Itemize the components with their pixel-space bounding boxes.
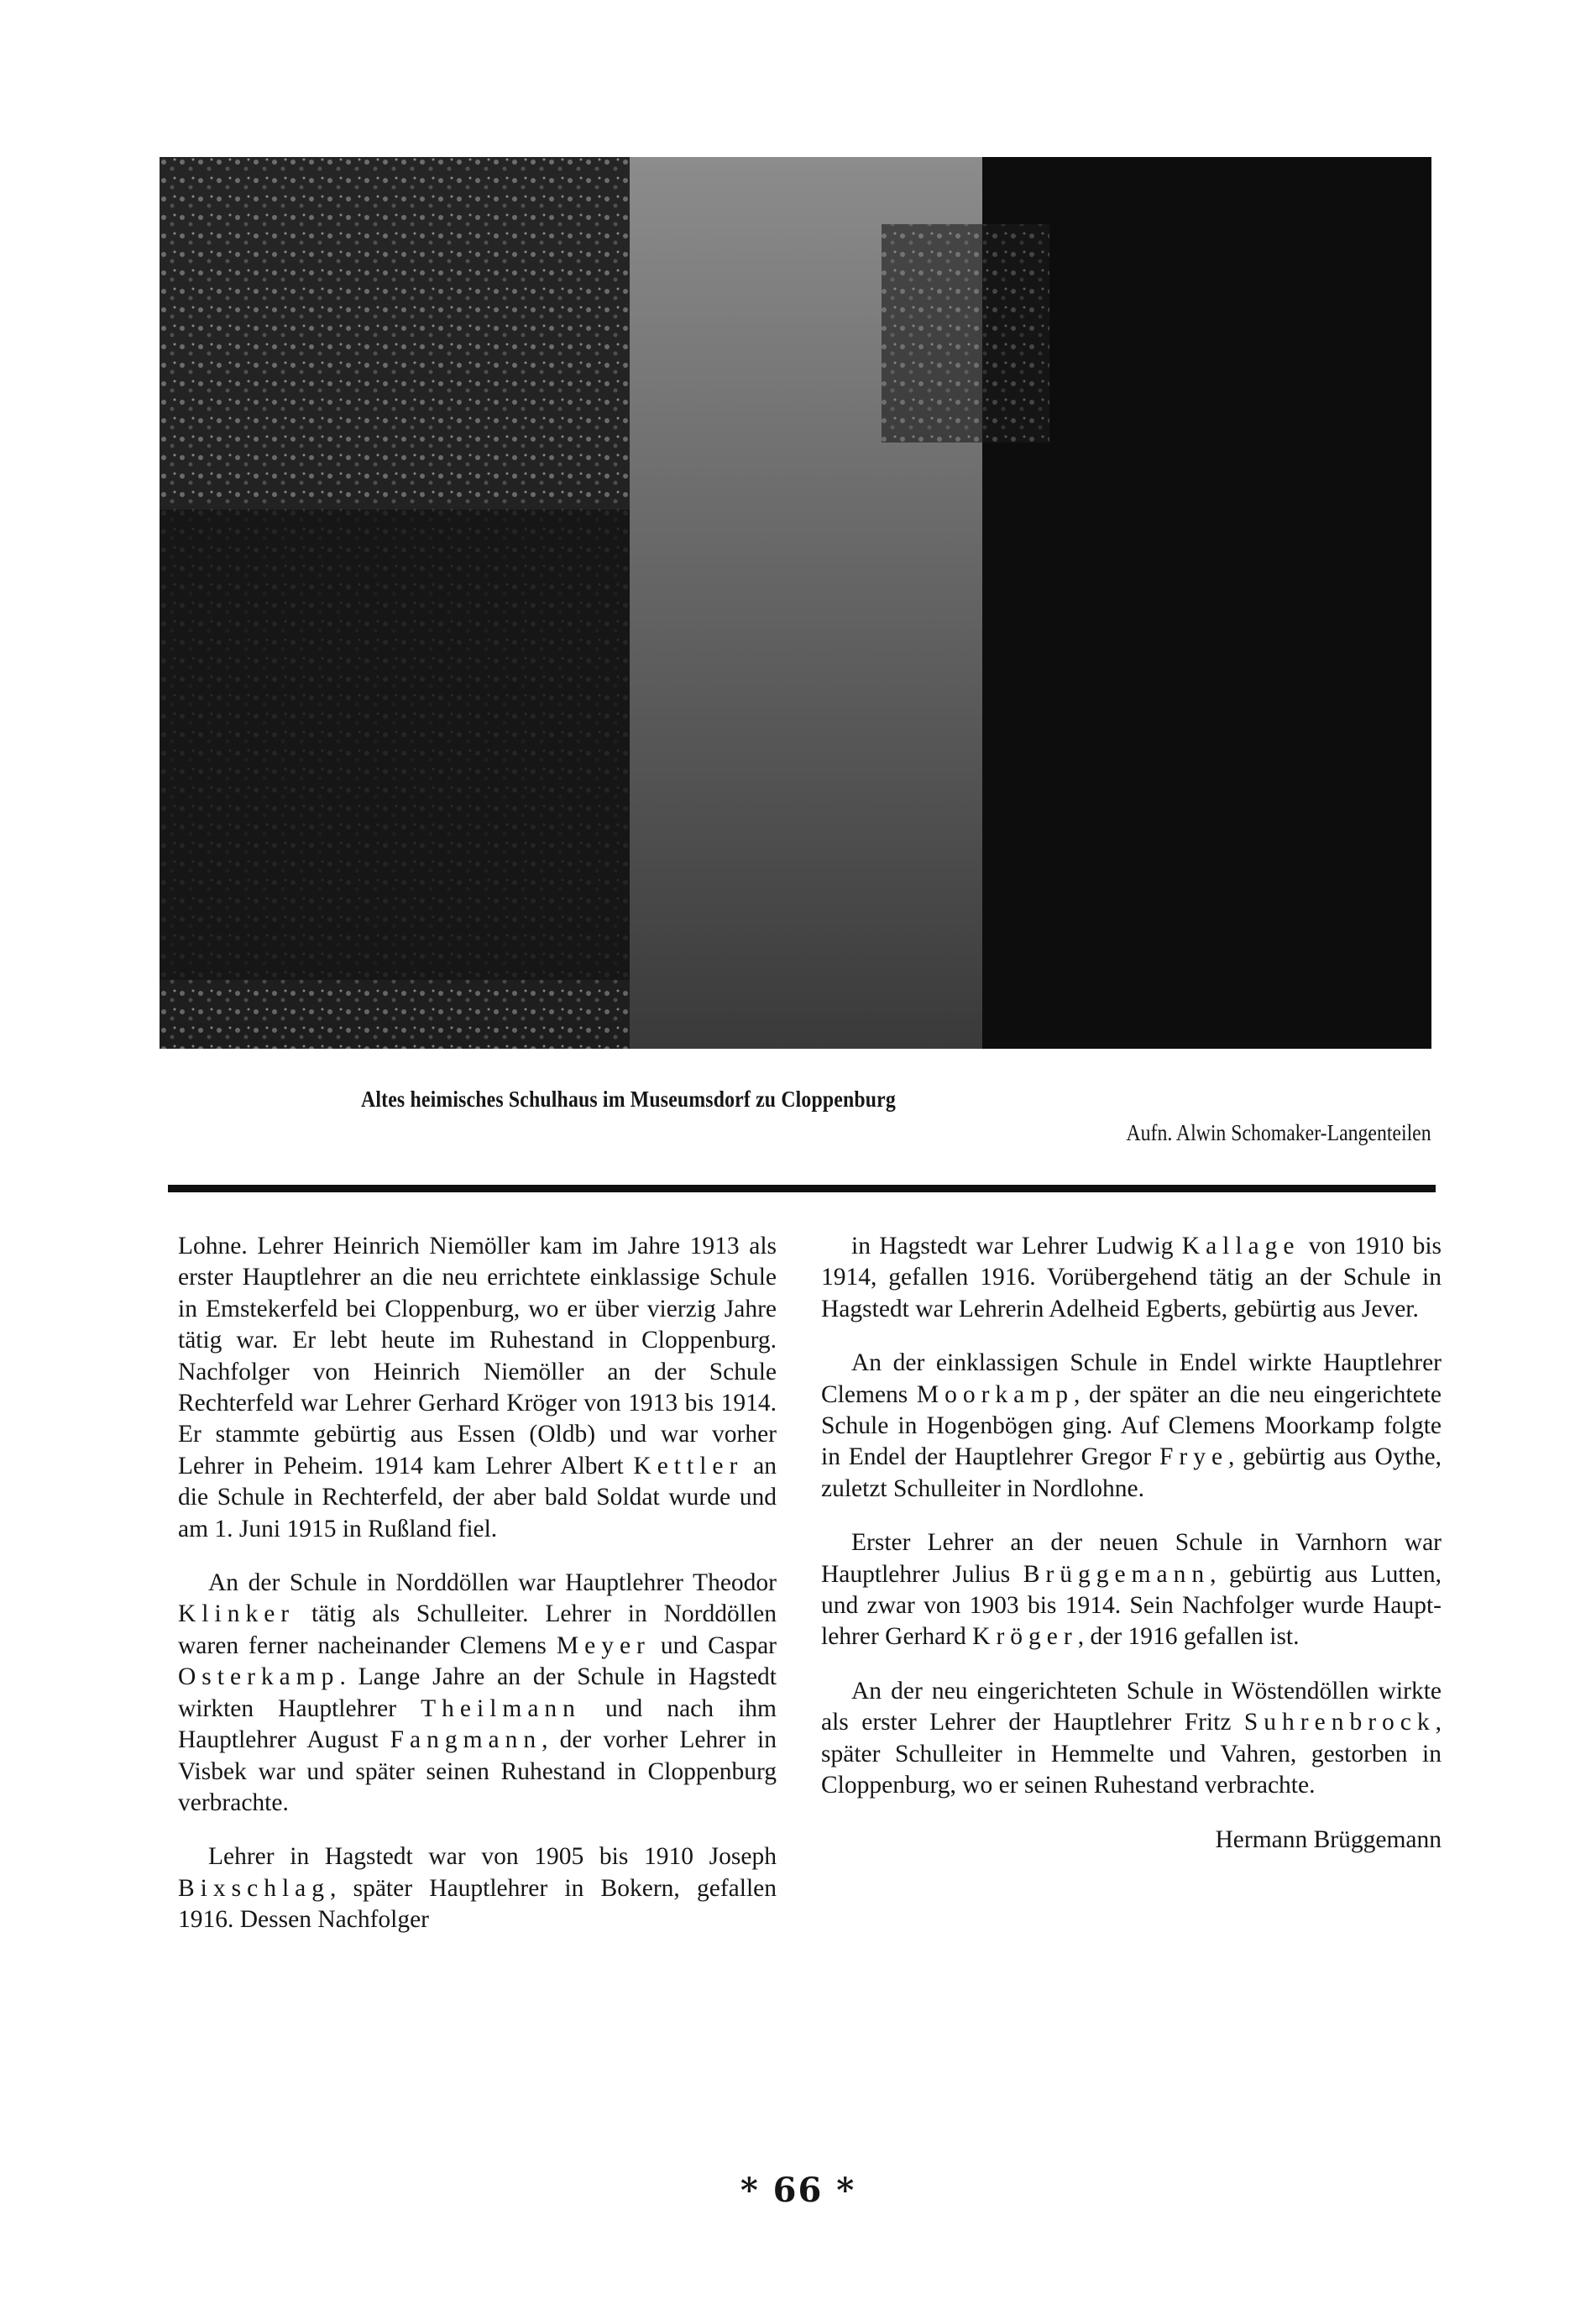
section-divider [168, 1185, 1436, 1192]
text-run: von 1910 bis 1914, gefallen 1916. Vorübergehend tätig an der Schule in Hagstedt war Lehrerin Adelheid Egberts, gebürtig aus Jever. [821, 1233, 1442, 1322]
paragraph [821, 1348, 1442, 1505]
person-name: Brüggemann [1023, 1560, 1211, 1588]
text-run: , der später an die neu eingerichtete Schule in Hogenbögen ging. Auf Clemens Moorkamp folgte in Endel der Hauptlehrer Gregor [821, 1380, 1442, 1471]
paragraph [178, 1568, 777, 1819]
person-name: Theilmann [421, 1694, 581, 1722]
text-run: und nach ihm Hauptlehrer August [178, 1694, 777, 1754]
text-run: , gebürtig aus Lutten, und zwar von 1903 bis 1914. Sein Nachfolger wurde Hauptlehrer Gerhard [821, 1560, 1442, 1651]
text-run: An der Schule in Norddöllen war Hauptlehrer Theodor [208, 1569, 777, 1597]
text-run: , gebürtig aus Oythe, zuletzt Schulleiter in Nordlohne. [821, 1443, 1442, 1502]
paragraph [178, 1841, 777, 1935]
paragraph [821, 1231, 1442, 1325]
paragraph [178, 1231, 777, 1545]
person-name: Osterkamp [178, 1663, 340, 1691]
text-run: Lehrer in Hagstedt war von 1905 bis 1910 Joseph [208, 1843, 777, 1871]
text-column-left [178, 1231, 777, 1959]
text-run: Lohne. Lehrer Heinrich Niemöller kam im Jahre 1913 als erster Hauptlehrer an die neu errichtete einklassige Schule in Emstekerfeld bei Cloppenburg, wo er über vierzig Jahre tätig war. Er lebt heute im Ruhestand in Cloppenburg. Nachfolger von Heinrich Niemöller an der Schule Rechterfeld war Lehrer Gerhard Kröger von 1913 bis 1914. Er stammte gebürtig aus Essen (Oldb) und war vorher Lehrer in Peheim. 1914 kam Lehrer Albert [178, 1233, 777, 1479]
paragraph [821, 1676, 1442, 1802]
person-name: Kallage [1181, 1233, 1300, 1260]
person-name: Fangmann [390, 1726, 542, 1754]
photo-credit: Aufn. Alwin Schomaker-Langenteilen [1126, 1120, 1431, 1145]
text-run: , der 1916 gefallen ist. [1077, 1623, 1300, 1651]
text-column-right [821, 1231, 1442, 1878]
text-run: und Caspar [650, 1631, 777, 1659]
author-signature: Hermann Brüggemann [1215, 1825, 1442, 1853]
photo-caption: Altes heimisches Schulhaus im Museumsdorf zu Cloppenburg [361, 1087, 896, 1112]
text-run: in Hagstedt war Lehrer Ludwig [851, 1233, 1182, 1260]
text-run: An der neu eingerichteten Schule in Wöstendöllen wirkte als erster Lehrer der Hauptlehrer Fritz [821, 1677, 1442, 1736]
person-name: Kettler [633, 1452, 744, 1479]
photo-school-house [160, 157, 1431, 1049]
text-run: An der einklassigen Schule in Endel wirkte Hauptlehrer Clemens [821, 1349, 1442, 1408]
person-name: Bixschlag [178, 1874, 330, 1902]
paragraph [821, 1527, 1442, 1653]
person-name: Kröger [972, 1623, 1078, 1651]
text-run: tätig als Schulleiter. Lehrer in Norddöllen waren ferner nacheinander Clemens [178, 1600, 777, 1659]
person-name: Klinker [178, 1600, 296, 1628]
person-name: Suhrenbrock [1243, 1709, 1436, 1736]
school-house-illustration [160, 157, 1431, 1049]
person-name: Moorkamp [916, 1380, 1074, 1408]
text-run: an die Schule in Rechterfeld, der aber bald Soldat wurde und am 1. Juni 1915 in Rußland fiel. [178, 1452, 777, 1542]
person-name: Frye [1159, 1443, 1229, 1471]
page-number: * 66 * [740, 2171, 856, 2210]
text-run: , der vorher Lehrer in Visbek war und später seinen Ruhestand in Cloppenburg verbrachte. [178, 1726, 777, 1816]
text-run: , später Hauptlehrer in Bokern, gefallen 1916. Dessen Nachfolger [178, 1874, 777, 1934]
text-run: Erster Lehrer an der neuen Schule in Varnhorn war Hauptlehrer Julius [821, 1529, 1442, 1588]
text-run: . Lange Jahre an der Schule in Hagstedt wirkten Hauptlehrer [178, 1663, 777, 1722]
person-name: Meyer [556, 1631, 651, 1659]
text-run: , später Schulleiter in Hemmelte und Vahren, gestorben in Cloppenburg, wo er seinen Ruhestand verbrachte. [821, 1709, 1442, 1799]
